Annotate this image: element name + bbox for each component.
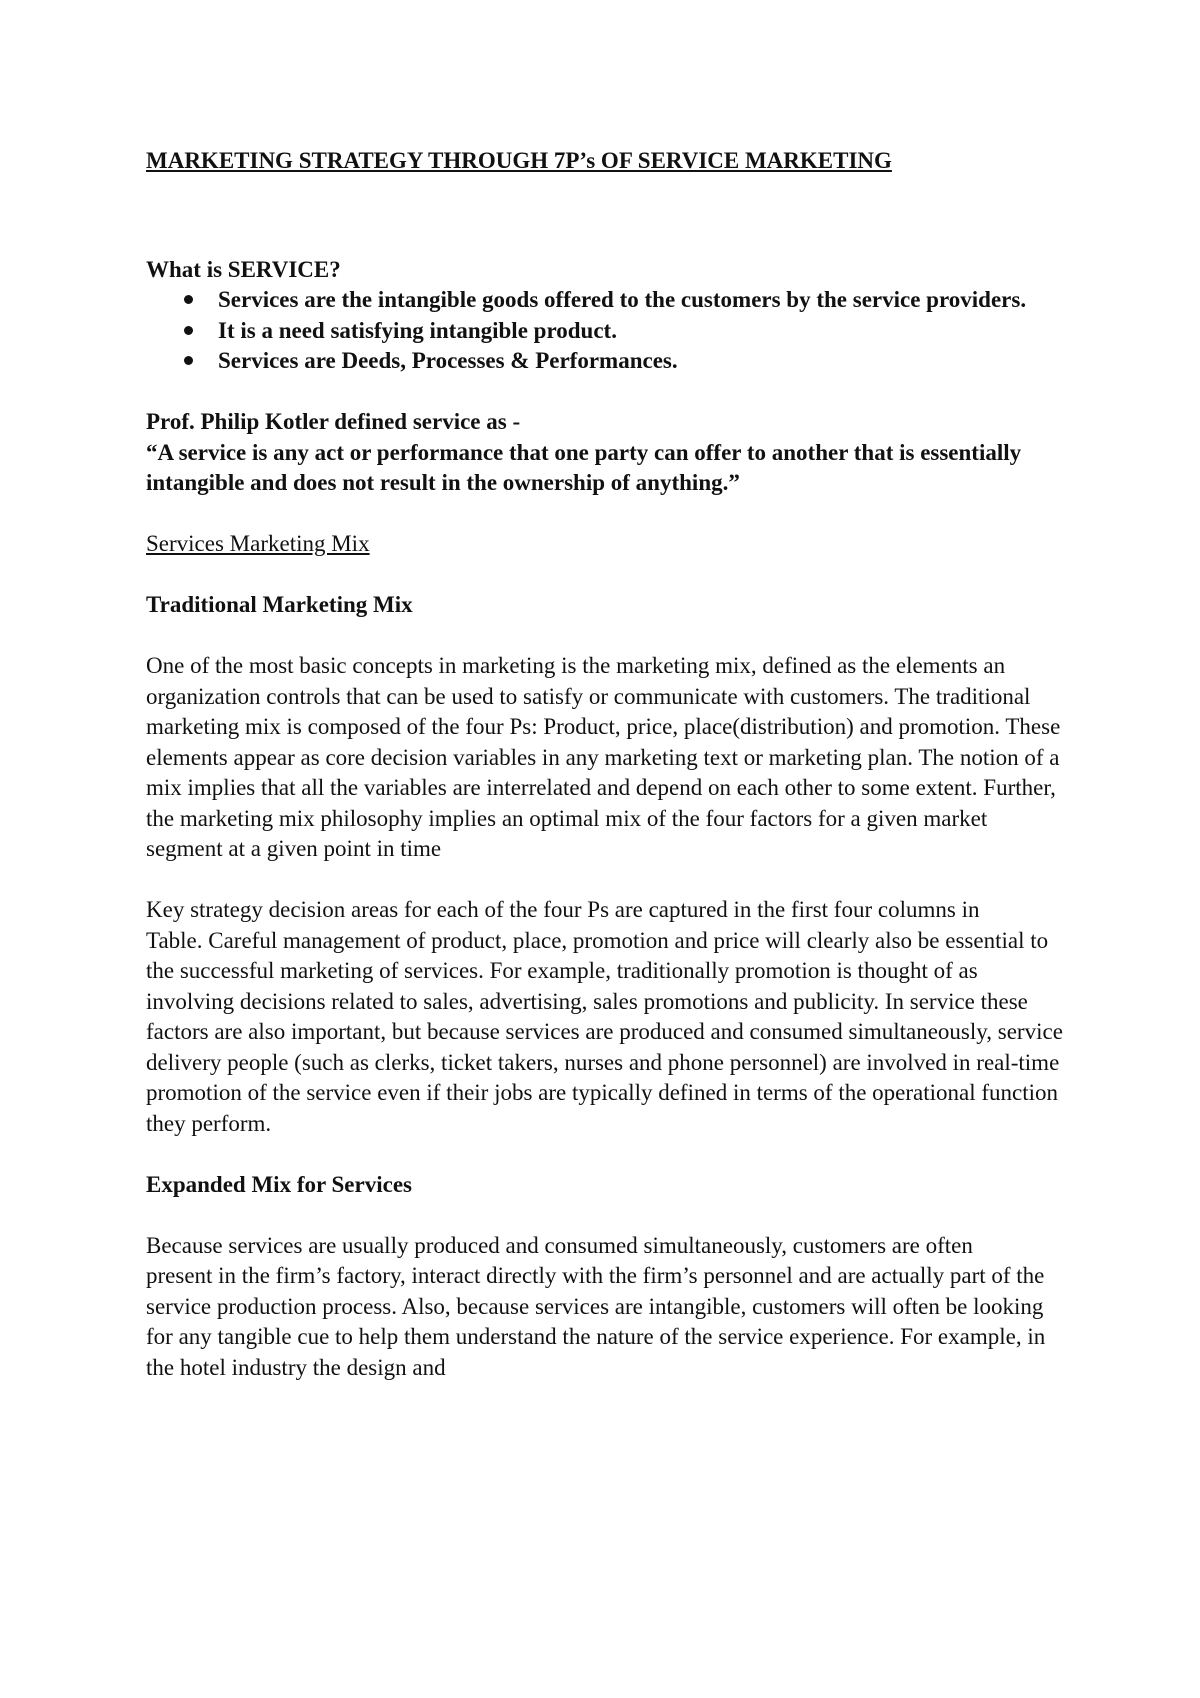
spacer: [146, 1139, 1066, 1170]
spacer: [146, 1200, 1066, 1231]
what-is-service-heading: What is SERVICE?: [146, 256, 341, 282]
spacer: [146, 865, 1066, 896]
traditional-paragraph-2: [146, 895, 1066, 1139]
document-title: MARKETING STRATEGY THROUGH 7P’s OF SERVICE MARKETING: [146, 148, 892, 173]
traditional-paragraph-1: [146, 651, 1066, 865]
paragraph-first-line: One of the most basic concepts in marketing is the marketing mix, defined as the elements an: [146, 653, 1006, 678]
list-item-text: Services are Deeds, Processes & Performances.: [218, 348, 678, 373]
list-item-text: Services are the intangible goods offered to the customers by the service providers.: [218, 287, 1027, 312]
list-item: [146, 346, 1066, 377]
kotler-quote: “A service is any act or performance that one party can offer to another that is essentially intangible and does not result in the ownership of anything.”: [146, 439, 1022, 495]
traditional-mix-heading: Traditional Marketing Mix: [146, 592, 413, 617]
spacer: [146, 560, 1066, 591]
kotler-intro: Prof. Philip Kotler defined service as -: [146, 409, 521, 434]
service-bullet-list: [146, 285, 1066, 377]
paragraph-rest: organization controls that can be used to satisfy or communicate with customers. The traditional marketing mix is composed of the four Ps: Product, price, place(distribution) and promotion. These elements appear as core decision variables in any marketing text or marketing plan. The notion of a mix implies that all the variables are interrelated and depend on each other to some extent. Further, the marketing mix philosophy implies an optimal mix of the four factors for a given market segment at a given point in time: [146, 683, 1061, 861]
document-body: [146, 146, 1066, 1383]
bullet-icon: [184, 295, 193, 304]
paragraph-first-line: Because services are usually produced and consumed simultaneously, customers are often: [146, 1232, 973, 1258]
expanded-mix-heading: Expanded Mix for Services: [146, 1171, 412, 1197]
bullet-icon: [184, 326, 193, 335]
paragraph-rest: Table. Careful management of product, place, promotion and price will clearly also be essential to the successful marketing of services. For example, traditionally promotion is thought of as involving decisions related to sales, advertising, sales promotions and publicity. In service these factors are also important, but because services are produced and consumed simultaneously, service delivery people (such as clerks, ticket takers, nurses and phone personnel) are involved in real-time promotion of the service even if their jobs are typically defined in terms of the operational function they perform.: [146, 927, 1063, 1136]
paragraph-first-line: Key strategy decision areas for each of the four Ps are captured in the first four columns in: [146, 897, 980, 922]
spacer: [146, 377, 1066, 408]
spacer: [146, 499, 1066, 530]
paragraph-rest: present in the firm’s factory, interact directly with the firm’s personnel and are actually part of the service production process. Also, because services are intangible, customers will often be looking for any tangible cue to help them understand the nature of the service experience. For example, in the hotel industry the design and: [146, 1263, 1046, 1380]
expanded-paragraph: [146, 1231, 1066, 1384]
list-item-text: It is a need satisfying intangible product.: [218, 317, 617, 343]
list-item: [146, 285, 1066, 316]
spacer: [146, 621, 1066, 652]
bullet-icon: [184, 356, 193, 365]
services-marketing-mix-heading: Services Marketing Mix: [146, 531, 370, 556]
list-item: [146, 316, 1066, 347]
